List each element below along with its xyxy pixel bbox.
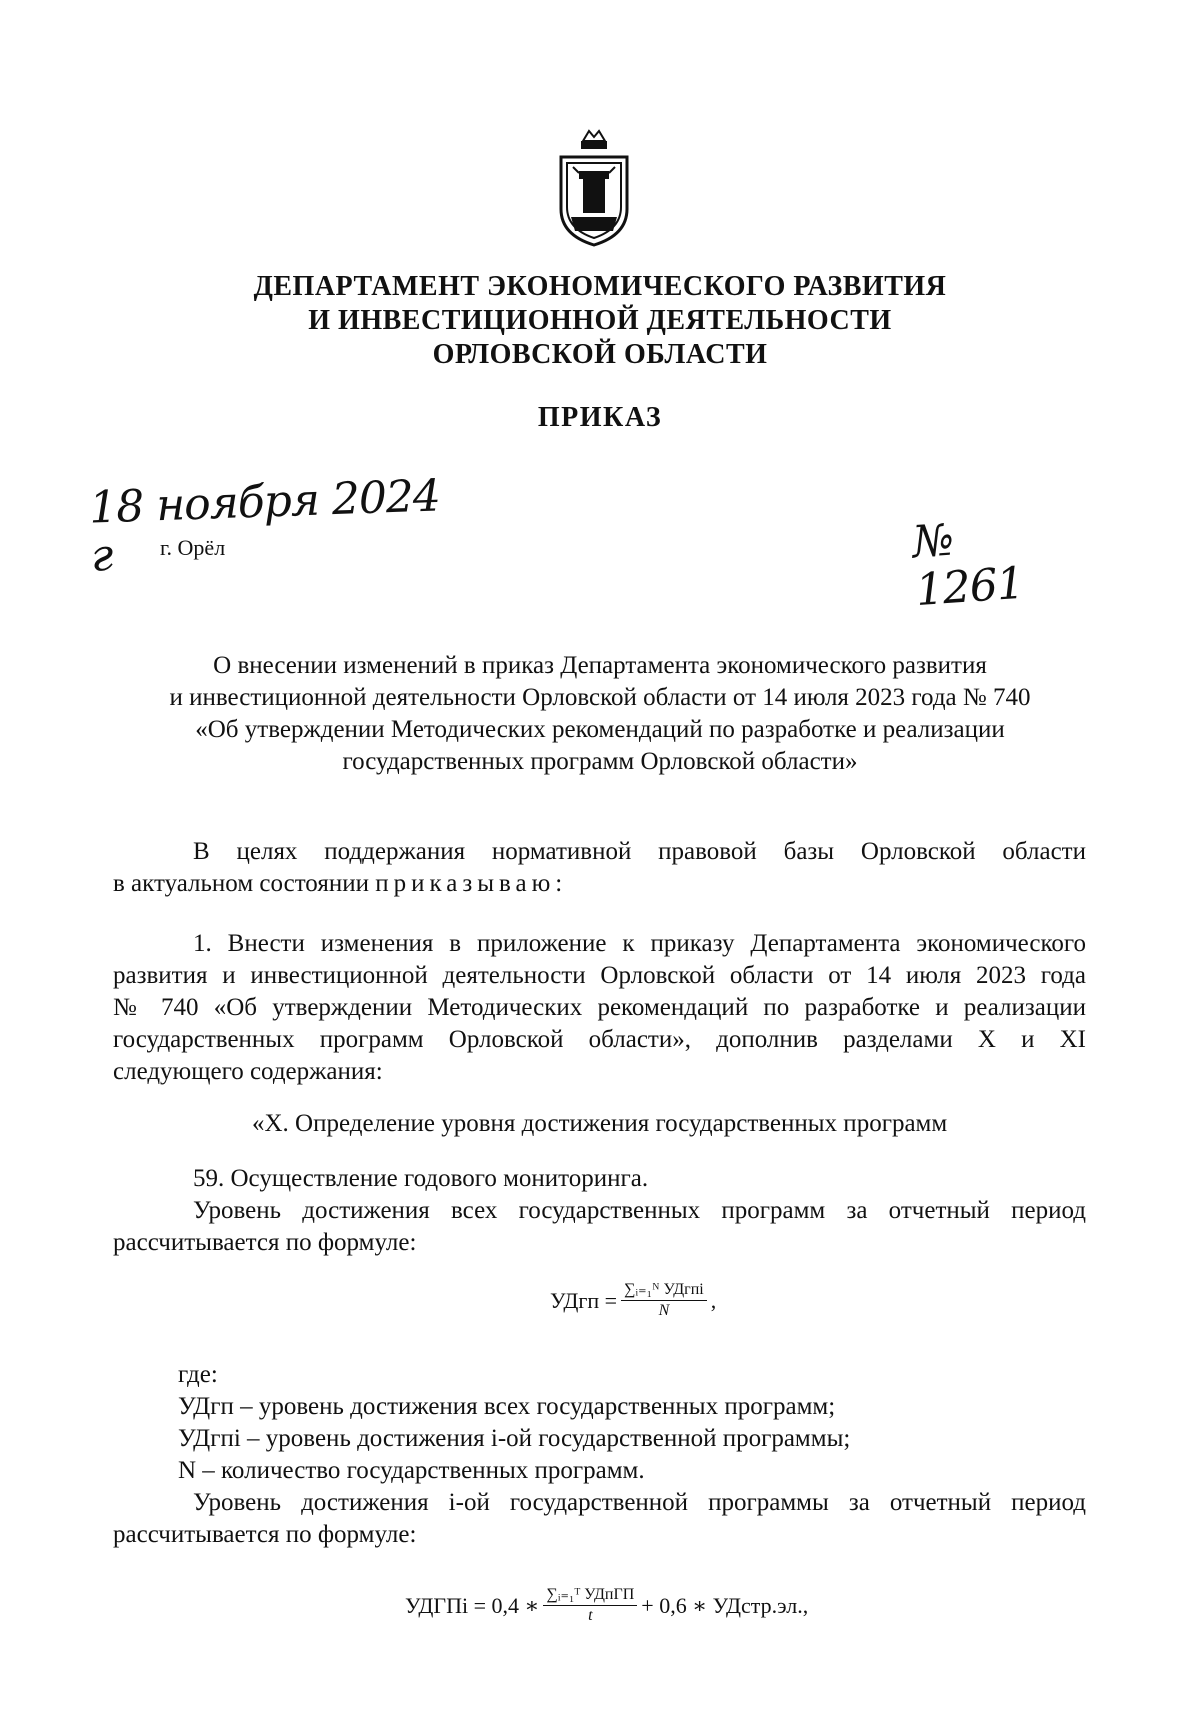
subject-line-2: и инвестиционной деятельности Орловской области от 14 июля 2023 года № 740	[169, 684, 1031, 711]
preamble-line-2	[113, 868, 1086, 900]
definition-n: N – количество государственных программ.	[178, 1457, 645, 1484]
order-title: ПРИКАЗ	[537, 402, 663, 433]
formula-1-denominator: N	[658, 1302, 670, 1319]
subject-line-1: О внесении изменений в приказ Департамента экономического развития	[213, 652, 987, 679]
department-header	[0, 270, 1200, 372]
formula-program-level	[405, 1585, 808, 1626]
formula-total-level	[550, 1280, 716, 1321]
item-1	[113, 928, 1086, 1088]
coat-of-arms-emblem	[553, 127, 635, 249]
header-line-3: ОРЛОВСКОЙ ОБЛАСТИ	[432, 339, 768, 370]
header-line-1: ДЕПАРТАМЕНТ ЭКОНОМИЧЕСКОГО РАЗВИТИЯ	[253, 271, 947, 302]
formula-1-lhs: УДгп =	[550, 1287, 618, 1313]
preamble-prefix: в актуальном состоянии	[113, 870, 376, 897]
item-1-line-2: развития и инвестиционной деятельности Орловской области от 14 июля 2023 года	[113, 962, 1086, 989]
formula-2-denominator: t	[588, 1607, 593, 1624]
level-i-paragraph	[113, 1487, 1086, 1551]
preamble-order-word: приказываю:	[375, 870, 568, 897]
formula-2-fraction	[543, 1585, 637, 1626]
where-label: где:	[178, 1361, 218, 1388]
item-1-line-5: следующего содержания:	[113, 1058, 383, 1085]
handwritten-date: 18 ноября 2024 г	[88, 470, 441, 582]
header-line-2: И ИНВЕСТИЦИОННОЙ ДЕЯТЕЛЬНОСТИ	[308, 305, 892, 336]
item-1-line-4: государственных программ Орловской области», дополнив разделами X и XI	[113, 1026, 1086, 1053]
level-i-line-2: рассчитывается по формуле:	[113, 1521, 417, 1548]
formula-2-numerator: ∑ᵢ₌₁ᵀ УДпГП	[543, 1585, 637, 1606]
formula-1-numerator: ∑ᵢ₌₁ᴺ УДгпi	[621, 1280, 707, 1301]
city: г. Орёл	[160, 535, 226, 560]
formula-1-tail: ,	[710, 1287, 717, 1313]
preamble-line-1: В целях поддержания нормативной правовой базы Орловской области	[193, 838, 1086, 865]
formula-1-fraction	[621, 1280, 707, 1321]
subject-line-4: государственных программ Орловской области»	[342, 748, 858, 775]
item-1-line-1: 1. Внести изменения в приложение к приказу Департамента экономического	[193, 930, 1086, 957]
level-all-line-1: Уровень достижения всех государственных программ за отчетный период	[193, 1197, 1086, 1224]
level-i-line-1: Уровень достижения i-ой государственной программы за отчетный период	[193, 1489, 1086, 1516]
definition-udgp: УДгп – уровень достижения всех государственных программ;	[178, 1393, 836, 1420]
item-59: 59. Осуществление годового мониторинга.	[193, 1165, 649, 1192]
level-all-line-2: рассчитывается по формуле:	[113, 1229, 417, 1256]
order-subject	[110, 650, 1090, 778]
level-all-paragraph	[113, 1195, 1086, 1259]
item-1-line-3: № 740 «Об утверждении Методических рекомендаций по разработке и реализации	[113, 994, 1086, 1021]
subject-line-3: «Об утверждении Методических рекомендаций по разработке и реализации	[195, 716, 1005, 743]
section-x-title: «X. Определение уровня достижения государственных программ	[252, 1110, 948, 1137]
preamble	[113, 836, 1086, 900]
formula-2-tail: + 0,6 ∗ УДстр.эл.,	[641, 1592, 809, 1618]
handwritten-order-number: № 1261	[910, 514, 1026, 617]
definition-udgpi: УДгпi – уровень достижения i-ой государственной программы;	[178, 1425, 851, 1452]
formula-2-lhs: УДГПi = 0,4 ∗	[405, 1592, 540, 1618]
